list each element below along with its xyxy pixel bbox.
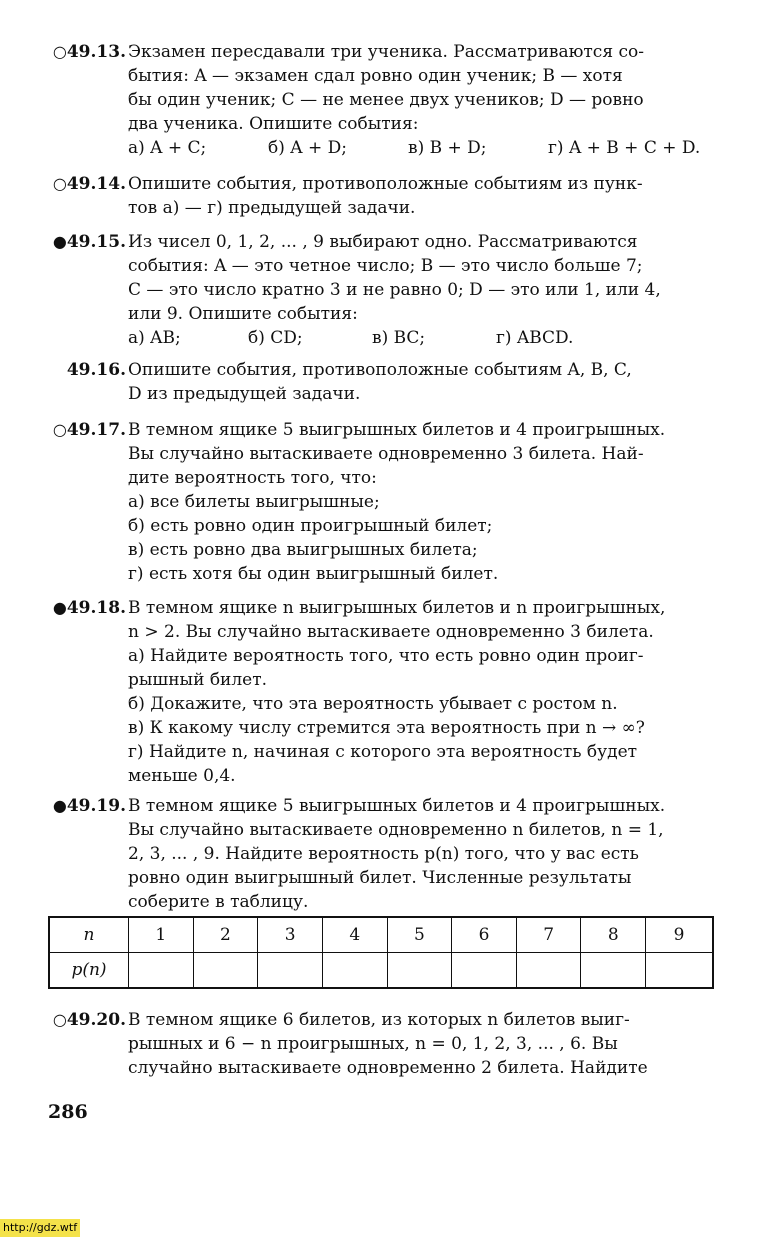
option: в) B + D; (408, 138, 487, 158)
problem-line: В темном ящике 6 билетов, из которых n билетов выиг- (128, 1010, 630, 1030)
table-row (49, 917, 713, 953)
table-cell: 6 (452, 917, 517, 953)
problem-number: 49.20. (66, 1010, 126, 1030)
options-row (128, 136, 716, 160)
problem-number: 49.18. (66, 598, 126, 618)
table-header-cell: p(n) (49, 953, 129, 989)
table-cell: 4 (322, 917, 387, 953)
problem-line: в) К какому числу стремится эта вероятность при n → ∞? (128, 718, 645, 738)
problem-marker: ● (52, 796, 67, 815)
problem-line: дите вероятность того, что: (128, 468, 377, 488)
table-cell-empty (387, 953, 452, 989)
problem-line: Из чисел 0, 1, 2, ... , 9 выбирают одно. Рассматриваются (128, 232, 638, 252)
problem-line: Вы случайно вытаскиваете одновременно n билетов, n = 1, (128, 820, 664, 840)
problem-marker: ○ (52, 420, 67, 439)
problem-marker: ○ (52, 42, 67, 61)
problem-marker: ○ (52, 1010, 67, 1029)
problem-line: два ученика. Опишите события: (128, 114, 419, 134)
problem-49-14 (44, 172, 716, 220)
table-cell: 9 (646, 917, 713, 953)
problem-line: в) есть ровно два выигрышных билета; (128, 540, 478, 560)
problem-49-16 (44, 358, 716, 406)
problem-number: 49.17. (66, 420, 126, 440)
problem-49-19 (44, 794, 716, 914)
problem-number: 49.13. (66, 42, 126, 62)
problem-line: меньше 0,4. (128, 766, 236, 786)
problem-line: D из предыдущей задачи. (128, 384, 361, 404)
table-cell-empty (322, 953, 387, 989)
problem-line: 2, 3, ... , 9. Найдите вероятность p(n) того, что у вас есть (128, 844, 639, 864)
table-cell: 8 (581, 917, 646, 953)
option: г) A + B + C + D. (548, 138, 701, 158)
options-row (128, 326, 716, 350)
watermark-link[interactable]: http://gdz.wtf (0, 1219, 80, 1237)
problem-line: В темном ящике 5 выигрышных билетов и 4 проигрышных. (128, 420, 666, 440)
problem-line: тов а) — г) предыдущей задачи. (128, 198, 416, 218)
problem-49-18 (44, 596, 716, 788)
table-cell-empty (193, 953, 258, 989)
option: а) A + C; (128, 138, 207, 158)
problem-49-15 (44, 230, 716, 350)
problem-line: рышный билет. (128, 670, 268, 690)
problem-49-13 (44, 40, 716, 160)
problem-number: 49.14. (66, 174, 126, 194)
option: в) BC; (372, 328, 426, 348)
option: б) CD; (248, 328, 303, 348)
problem-line: случайно вытаскиваете одновременно 2 билета. Найдите (128, 1058, 648, 1078)
option: г) ABCD. (496, 328, 574, 348)
problem-number: 49.16. (66, 360, 126, 380)
problem-line: C — это число кратно 3 и не равно 0; D — это или 1, или 4, (128, 280, 661, 300)
problem-marker: ○ (52, 174, 67, 193)
problem-line: бытия: A — экзамен сдал ровно один ученик; B — хотя (128, 66, 623, 86)
problem-line: ровно один выигрышный билет. Численные результаты (128, 868, 632, 888)
table-cell-empty (129, 953, 194, 989)
problem-line: или 9. Опишите события: (128, 304, 358, 324)
problem-line: n > 2. Вы случайно вытаскиваете одновременно 3 билета. (128, 622, 654, 642)
problem-line: Экзамен пересдавали три ученика. Рассматриваются со- (128, 42, 644, 62)
table-header-cell: n (49, 917, 129, 953)
problem-line: В темном ящике n выигрышных билетов и n проигрышных, (128, 598, 666, 618)
problem-line: г) есть хотя бы один выигрышный билет. (128, 564, 499, 584)
problem-line: б) Докажите, что эта вероятность убывает с ростом n. (128, 694, 618, 714)
table-cell: 3 (258, 917, 323, 953)
problem-line: бы один ученик; C — не менее двух учеников; D — ровно (128, 90, 644, 110)
problem-line: рышных и 6 − n проигрышных, n = 0, 1, 2, 3, ... , 6. Вы (128, 1034, 618, 1054)
problem-line: Вы случайно вытаскиваете одновременно 3 билета. Най- (128, 444, 644, 464)
probability-table (48, 916, 714, 989)
problem-marker: ● (52, 598, 67, 617)
page-number: 286 (48, 1101, 88, 1123)
option: а) AB; (128, 328, 181, 348)
problem-line: Опишите события, противоположные событиям из пунк- (128, 174, 643, 194)
problem-line: г) Найдите n, начиная с которого эта вероятность будет (128, 742, 638, 762)
table-cell-empty (581, 953, 646, 989)
table-cell-empty (258, 953, 323, 989)
table-cell: 1 (129, 917, 194, 953)
table-cell: 2 (193, 917, 258, 953)
table-cell-empty (452, 953, 517, 989)
problem-number: 49.15. (66, 232, 126, 252)
problem-marker: ● (52, 232, 67, 251)
table-cell-empty (516, 953, 581, 989)
problem-number: 49.19. (66, 796, 126, 816)
problem-line: а) все билеты выигрышные; (128, 492, 380, 512)
problem-line: б) есть ровно один проигрышный билет; (128, 516, 493, 536)
problem-49-20 (44, 1008, 716, 1080)
problem-line: Опишите события, противоположные событиям A, B, C, (128, 360, 632, 380)
problem-line: события: A — это четное число; B — это число больше 7; (128, 256, 643, 276)
problem-line: а) Найдите вероятность того, что есть ровно один проиг- (128, 646, 644, 666)
table-cell: 5 (387, 917, 452, 953)
problem-49-17 (44, 418, 716, 586)
table-cell-empty (646, 953, 713, 989)
problem-line: соберите в таблицу. (128, 892, 309, 912)
table-cell: 7 (516, 917, 581, 953)
option: б) A + D; (268, 138, 347, 158)
problem-line: В темном ящике 5 выигрышных билетов и 4 проигрышных. (128, 796, 666, 816)
table-row (49, 953, 713, 989)
